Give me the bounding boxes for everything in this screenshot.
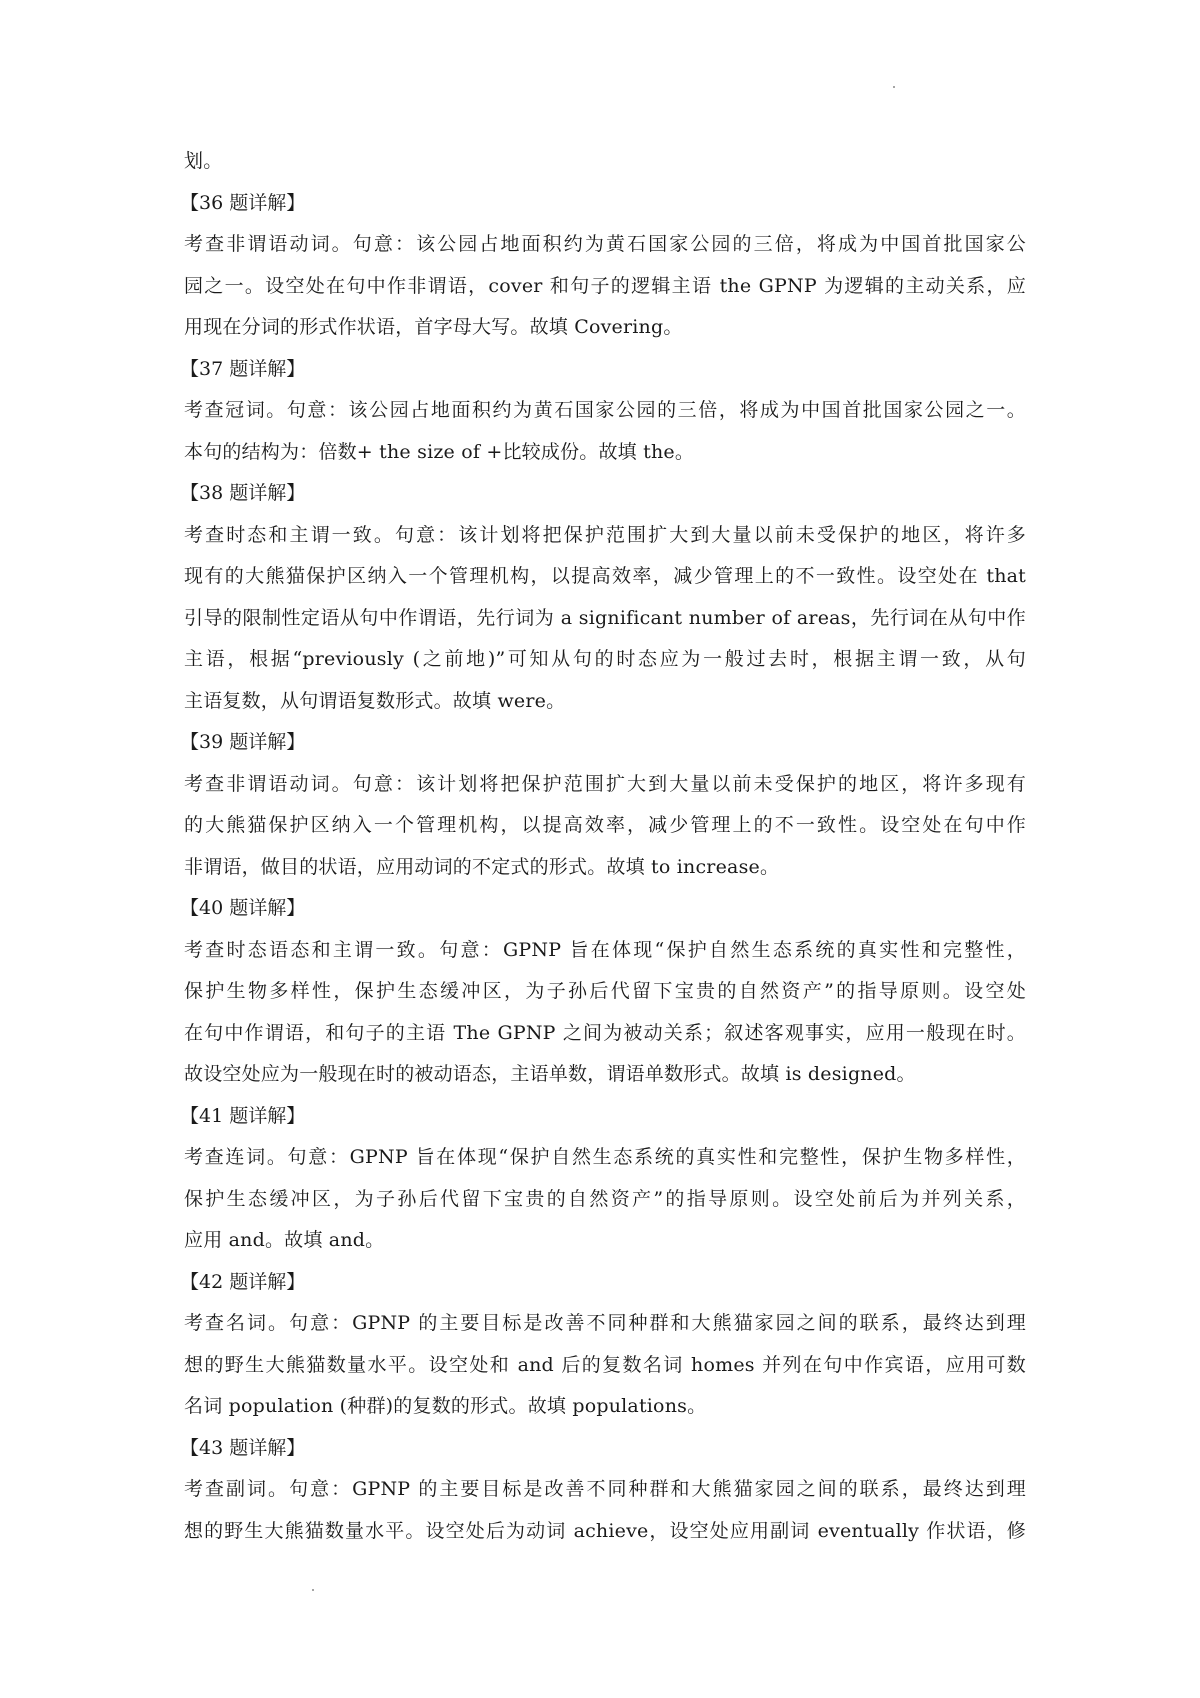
question-heading: 【36 题详解】 (180, 191, 306, 214)
explanation-line: 考查非谓语动词。句意：该计划将把保护范围扩大到大量以前未受保护的地区，将许多现有 (184, 772, 1026, 795)
explanation-line: 园之一。设空处在句中作非谓语，cover 和句子的逻辑主语 the GPNP 为逻辑的主动关系，应 (184, 274, 1026, 297)
explanation-line: 考查非谓语动词。句意：该公园占地面积约为黄石国家公园的三倍，将成为中国首批国家公 (184, 233, 1026, 255)
explanation-line: 名词 population (种群)的复数的形式。故填 populations。 (184, 1395, 707, 1417)
question-heading: 【42 题详解】 (180, 1270, 306, 1293)
explanation-line: 保护生物多样性，保护生态缓冲区，为子孙后代留下宝贵的自然资产”的指导原则。设空处 (184, 980, 1026, 1002)
question-heading: 【41 题详解】 (180, 1104, 306, 1127)
explanation-line: 考查连词。句意：GPNP 旨在体现“保护自然生态系统的真实性和完整性，保护生物多样性， (184, 1146, 1026, 1168)
question-heading: 【39 题详解】 (180, 731, 306, 753)
explanation-line: 故设空处应为一般现在时的被动语态，主语单数，谓语单数形式。故填 is designed。 (184, 1063, 916, 1085)
question-heading: 【37 题详解】 (180, 357, 306, 380)
explanation-line: 主语，根据“previously (之前地)”可知从句的时态应为一般过去时，根据主谓一致，从句 (184, 648, 1026, 670)
explanation-line: 考查名词。句意：GPNP 的主要目标是改善不同种群和大熊猫家园之间的联系，最终达到理 (184, 1312, 1026, 1334)
explanation-line: 想的野生大熊猫数量水平。设空处和 and 后的复数名词 homes 并列在句中作宾语，应用可数 (184, 1353, 1026, 1376)
explanation-line: 保护生态缓冲区，为子孙后代留下宝贵的自然资产”的指导原则。设空处前后为并列关系， (184, 1187, 1026, 1210)
explanation-line: 非谓语，做目的状语，应用动词的不定式的形式。故填 to increase。 (184, 855, 780, 878)
explanation-line: 在句中作谓语，和句子的主语 The GPNP 之间为被动关系；叙述客观事实，应用一般现在时。 (184, 1021, 1026, 1044)
question-heading: 【40 题详解】 (180, 897, 306, 919)
scan-speck (893, 86, 895, 88)
explanation-line: 主语复数，从句谓语复数形式。故填 were。 (184, 689, 566, 712)
explanation-line: 考查冠词。句意：该公园占地面积约为黄石国家公园的三倍，将成为中国首批国家公园之一。 (184, 399, 1026, 421)
scan-speck (312, 1589, 314, 1591)
explanation-line: 想的野生大熊猫数量水平。设空处后为动词 achieve，设空处应用副词 eventually 作状语，修 (184, 1519, 1026, 1542)
explanation-line: 的大熊猫保护区纳入一个管理机构，以提高效率，减少管理上的不一致性。设空处在句中作 (184, 814, 1026, 836)
answer-explanations (180, 141, 1026, 1552)
explanation-line: 用现在分词的形式作状语，首字母大写。故填 Covering。 (184, 316, 683, 338)
explanation-line: 考查副词。句意：GPNP 的主要目标是改善不同种群和大熊猫家园之间的联系，最终达到理 (184, 1478, 1026, 1500)
explanation-line: 应用 and。故填 and。 (184, 1229, 385, 1251)
explanation-line: 划。 (184, 150, 223, 172)
explanation-line: 引导的限制性定语从句中作谓语，先行词为 a significant number of areas，先行词在从句中作 (184, 606, 1026, 629)
question-heading: 【43 题详解】 (180, 1436, 306, 1459)
explanation-line: 考查时态语态和主谓一致。句意：GPNP 旨在体现“保护自然生态系统的真实性和完整性， (184, 938, 1026, 961)
explanation-line: 本句的结构为：倍数+ the size of +比较成份。故填 the。 (184, 440, 695, 463)
question-heading: 【38 题详解】 (180, 482, 306, 504)
explanation-line: 现有的大熊猫保护区纳入一个管理机构，以提高效率，减少管理上的不一致性。设空处在 that (184, 565, 1026, 587)
explanation-line: 考查时态和主谓一致。句意：该计划将把保护范围扩大到大量以前未受保护的地区，将许多 (184, 523, 1026, 546)
